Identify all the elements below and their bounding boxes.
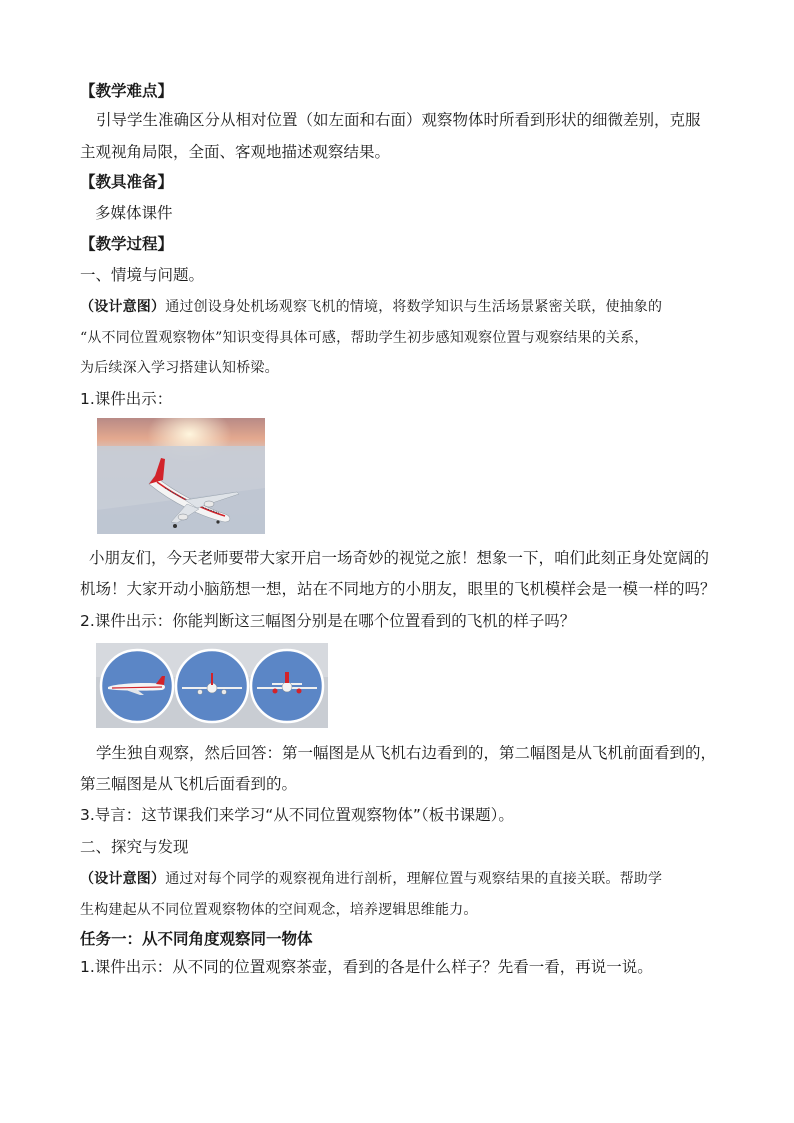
design-intent-1-text1: 通过创设身处机场观察飞机的情境，将数学知识与生活场景紧密关联，使抽象的 — [165, 299, 663, 315]
para2-line2: 第三幅图是从飞机后面看到的。 — [80, 775, 298, 793]
step2: 2.课件出示：你能判断这三幅图分别是在哪个位置看到的飞机的样子吗？ — [80, 612, 576, 630]
step3: 3.导言：这节课我们来学习“从不同位置观察物体”（板书课题）。 — [80, 806, 514, 824]
design-intent-tag: （设计意图） — [80, 299, 166, 315]
step4: 1.课件出示：从不同的位置观察茶壶，看到的各是什么样子？先看一看，再说一说。 — [80, 958, 653, 976]
process-heading: 【教学过程】 — [80, 235, 174, 253]
design-intent-2-line1 — [80, 869, 730, 889]
para1-line1: 小朋友们，今天老师要带大家开启一场奇妙的视觉之旅！想象一下，咱们此刻正身处宽阔的 — [89, 549, 710, 567]
section2-title: 二、探究与发现 — [80, 838, 189, 856]
difficulty-heading: 【教学难点】 — [80, 82, 174, 100]
airplane-three-views-image — [96, 643, 328, 728]
tools-heading: 【教具准备】 — [80, 173, 174, 191]
design-intent-2-text1: 通过对每个同学的观察视角进行剖析，理解位置与观察结果的直接关联。帮助学 — [165, 871, 663, 887]
design-intent-1-line3: 为后续深入学习搭建认知桥梁。 — [80, 360, 279, 376]
task1-heading: 任务一：从不同角度观察同一物体 — [80, 930, 313, 948]
design-intent-tag: （设计意图） — [80, 871, 166, 887]
airplane-sunset-image — [97, 418, 265, 534]
step1: 1.课件出示： — [80, 390, 173, 408]
design-intent-2-line2: 生构建起从不同位置观察物体的空间观念，培养逻辑思维能力。 — [80, 902, 478, 918]
section1-title: 一、情境与问题。 — [80, 266, 205, 284]
tools-item: 多媒体课件 — [95, 204, 173, 222]
difficulty-text-line1: 引导学生准确区分从相对位置（如左面和右面）观察物体时所看到形状的细微差别，克服 — [96, 111, 701, 129]
para1-line2: 机场！大家开动小脑筋想一想，站在不同地方的小朋友，眼里的飞机模样会是一模一样的吗？ — [80, 580, 716, 598]
para2-line1: 学生独自观察，然后回答：第一幅图是从飞机右边看到的，第二幅图是从飞机前面看到的， — [96, 744, 717, 762]
design-intent-1-line1 — [80, 297, 730, 317]
design-intent-1-line2: “从不同位置观察物体”知识变得具体可感，帮助学生初步感知观察位置与观察结果的关系， — [80, 330, 649, 346]
difficulty-text-line2: 主观视角局限，全面、客观地描述观察结果。 — [80, 143, 391, 161]
